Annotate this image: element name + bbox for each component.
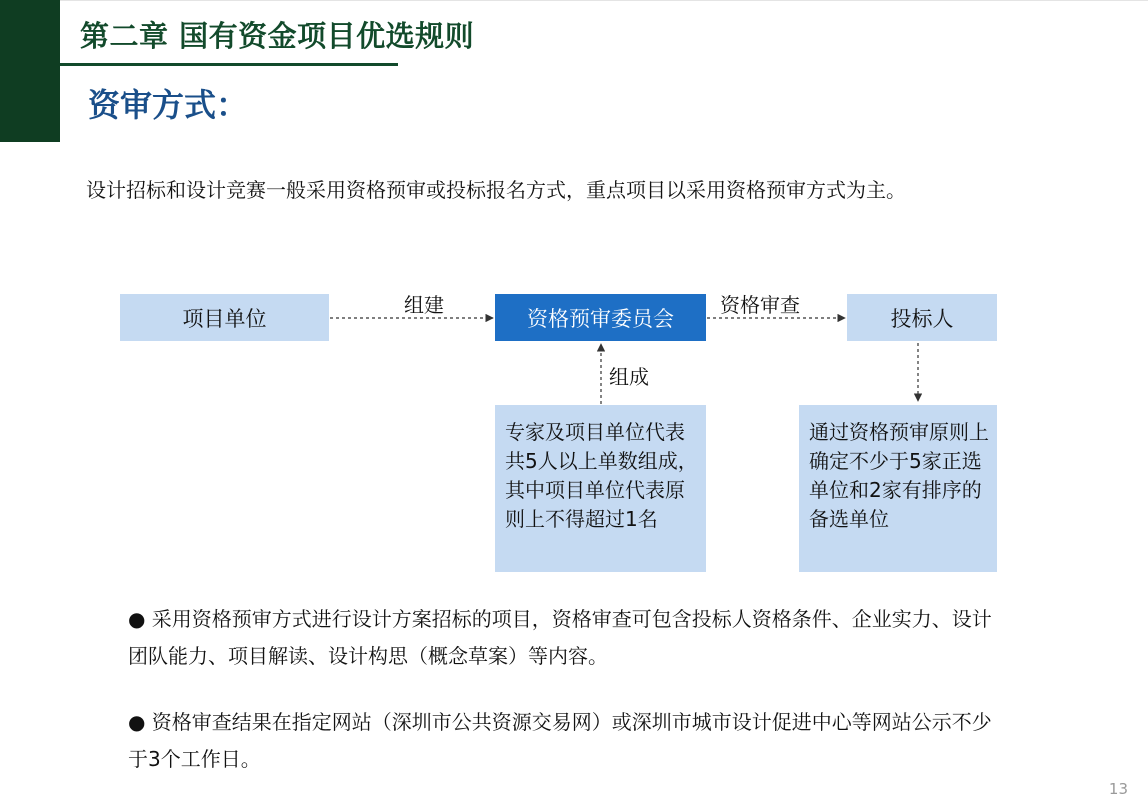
edge-label-compose: 组成 [609, 365, 649, 389]
node-project-unit: 项目单位 [120, 294, 329, 341]
edge-label-build: 组建 [404, 293, 444, 317]
intro-text: 设计招标和设计竞赛一般采用资格预审或投标报名方式，重点项目以采用资格预审方式为主。 [86, 178, 906, 202]
page-number: 13 [1108, 780, 1128, 798]
chapter-title: 第二章 国有资金项目优选规则 [80, 19, 475, 53]
node-bidder: 投标人 [847, 294, 997, 341]
bullet-publicity: ● 资格审查结果在指定网站（深圳市公共资源交易网）或深圳市城市设计促进中心等网站公示不少于3个工作日。 [128, 710, 992, 771]
note-selection: 通过资格预审原则上确定不少于5家正选单位和2家有排序的备选单位 [799, 405, 997, 572]
note-composition: 专家及项目单位代表共5人以上单数组成，其中项目单位代表原则上不得超过1名 [495, 405, 706, 572]
edge-label-review: 资格审查 [720, 293, 800, 317]
bullet-review-content: ● 采用资格预审方式进行设计方案招标的项目，资格审查可包含投标人资格条件、企业实力、设计团队能力、项目解读、设计构思（概念草案）等内容。 [128, 607, 992, 668]
node-committee: 资格预审委员会 [495, 294, 706, 341]
section-title: 资审方式： [88, 86, 249, 124]
